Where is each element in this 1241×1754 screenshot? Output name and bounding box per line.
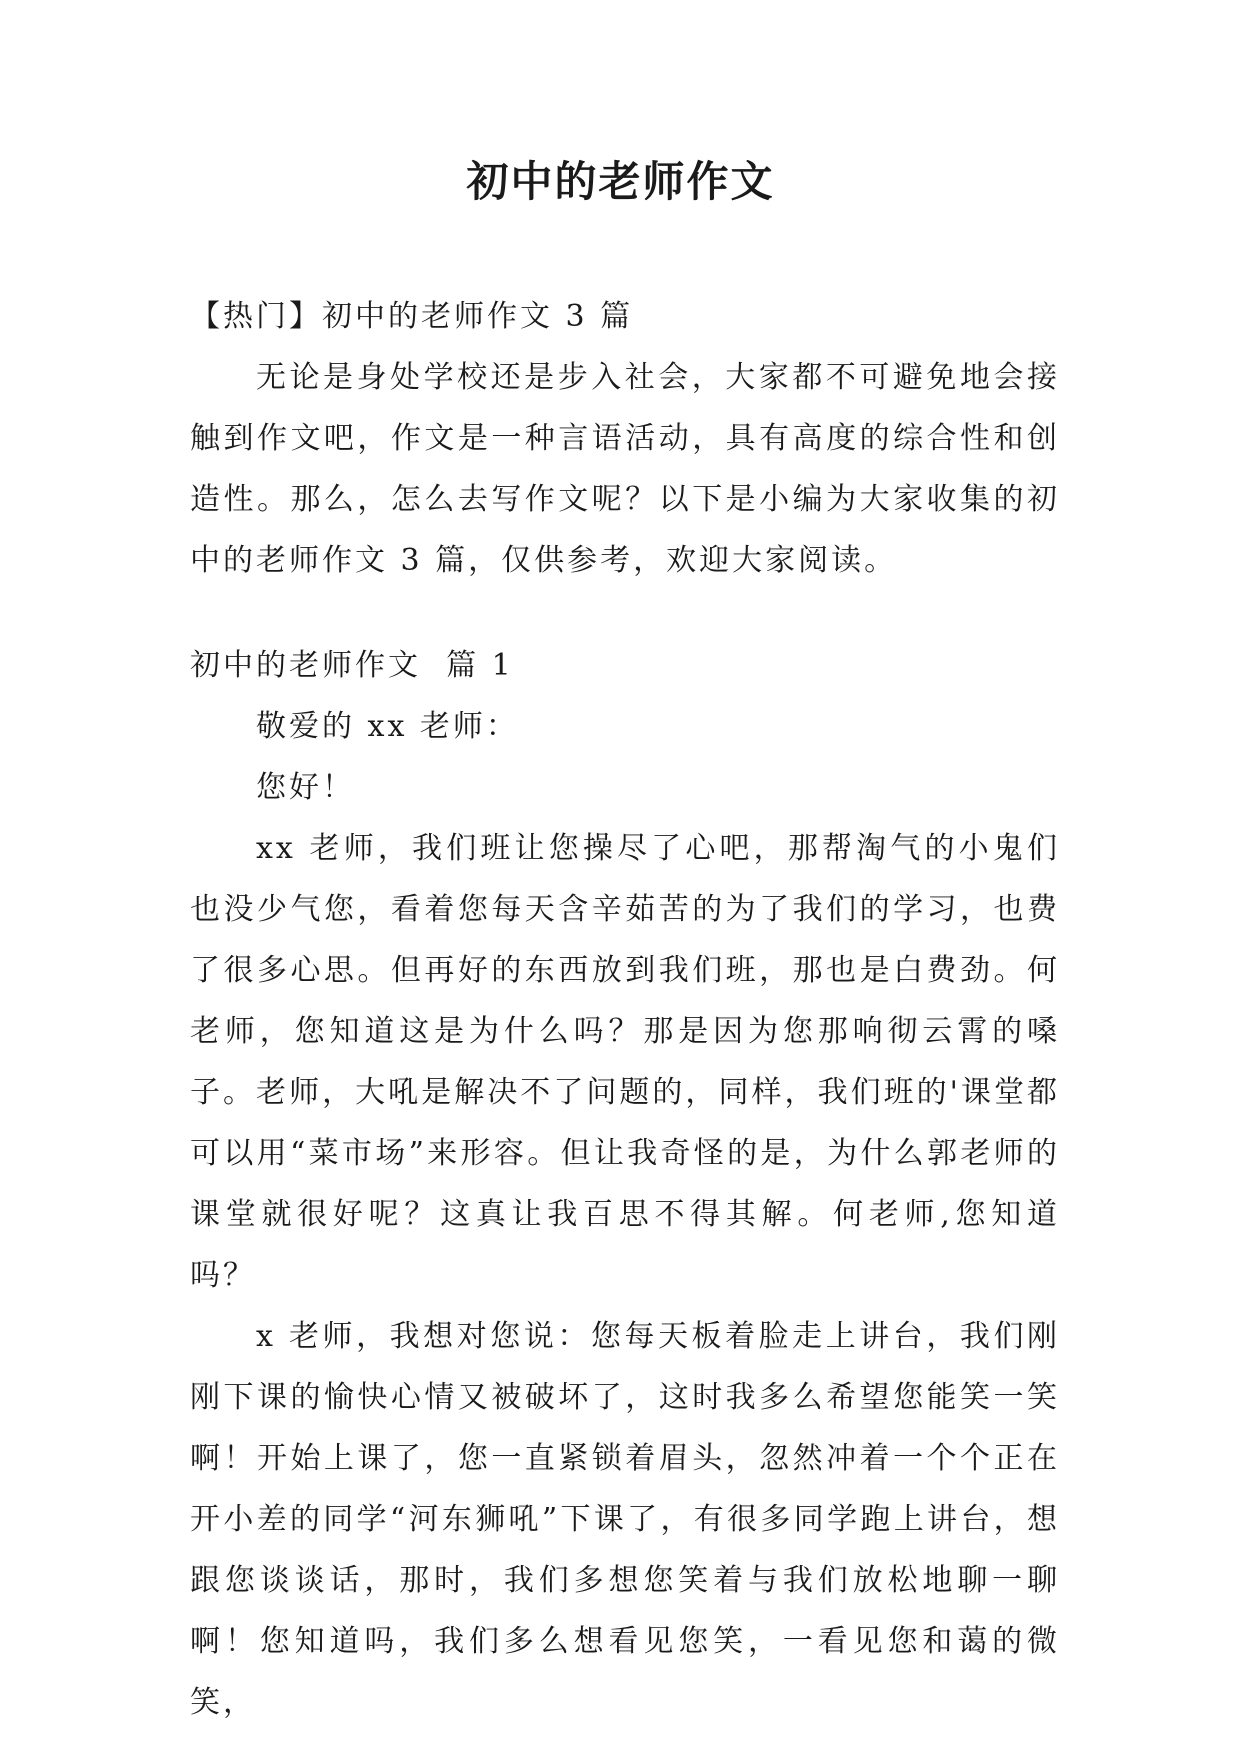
letter-greeting: 您好！ [256,770,355,805]
section-heading: 初中的老师作文 篇 1 [190,648,514,683]
section-gap [190,591,1060,635]
intro-paragraph: 无论是身处学校还是步入社会，大家都不可避免地会接触到作文吧，作文是一种言语活动，具有高度的综合性和创造性。那么，怎么去写作文呢？以下是小编为大家收集的初中的老师作文 3 篇，仅供参考，欢迎大家阅读。 [190,360,1060,578]
letter-paragraph-1: xx 老师，我们班让您操尽了心吧，那帮淘气的小鬼们也没少气您，看着您每天含辛茹苦的为了我们的学习，也费了很多心思。但再好的东西放到我们班，那也是白费劲。何老师，您知道这是为什么吗？那是因为您那响彻云霄的嗓子。老师，大吼是解决不了问题的，同样，我们班的'课堂都可以用“菜市场”来形容。但让我奇怪的是，为什么郭老师的课堂就很好呢？这真让我百思不得其解。何老师,您知道吗？ [190,831,1060,1293]
document-title: 初中的老师作文 [466,157,775,206]
letter-salutation: 敬爱的 xx 老师： [256,709,519,744]
letter-paragraph-2: x 老师，我想对您说：您每天板着脸走上讲台，我们刚刚下课的愉快心情又被破坏了，这时我多么希望您能笑一笑啊！开始上课了，您一直紧锁着眉头，忽然冲着一个个正在开小差的同学“河东狮吼”下课了，有很多同学跑上讲台，想跟您谈谈话，那时，我们多想您笑着与我们放松地聊一聊啊！您知道吗，我们多么想看见您笑，一看见您和蔼的微笑， [190,1319,1060,1720]
document-body [190,286,1060,1733]
document-subtitle: 【热门】初中的老师作文 3 篇 [190,299,634,334]
